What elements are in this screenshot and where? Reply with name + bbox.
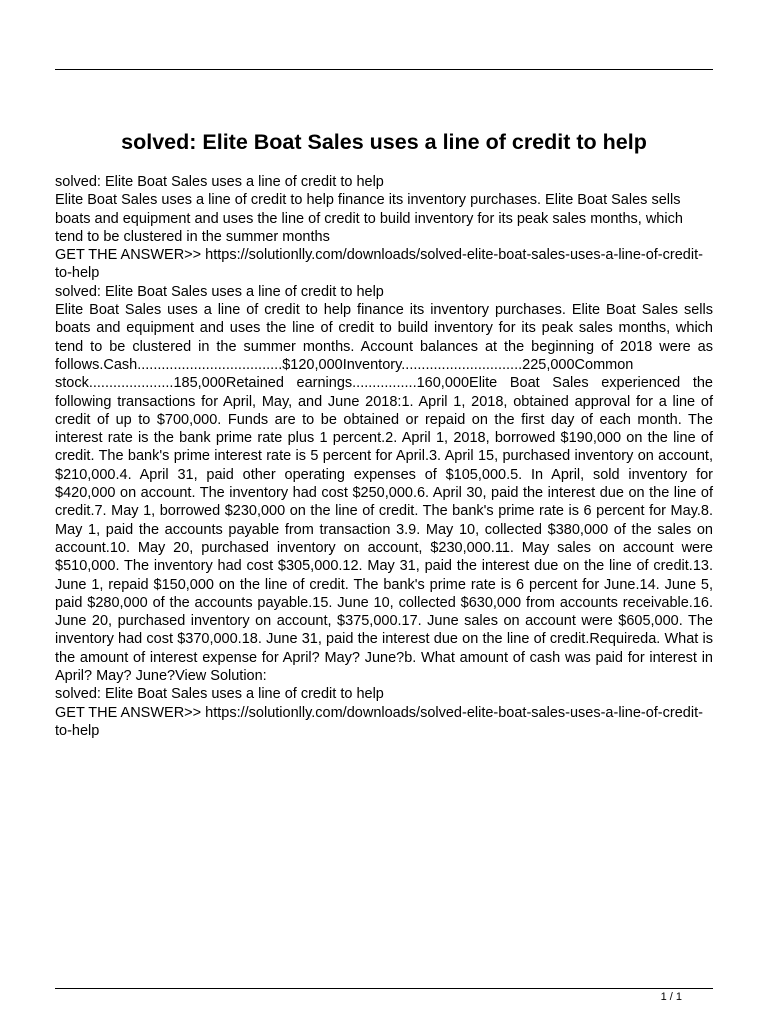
header-rule bbox=[55, 69, 713, 70]
question-heading: solved: Elite Boat Sales uses a line of credit to help bbox=[55, 283, 384, 300]
document-title: solved: Elite Boat Sales uses a line of credit to help bbox=[121, 130, 647, 154]
intro-heading: solved: Elite Boat Sales uses a line of credit to help bbox=[55, 174, 384, 190]
answer-link-top[interactable]: GET THE ANSWER>> https://solutionlly.com/downloads/solved-elite-boat-sales-uses-a-line-of-credit-to-help bbox=[55, 247, 703, 282]
answer-link-bottom[interactable]: GET THE ANSWER>> https://solutionlly.com/downloads/solved-elite-boat-sales-uses-a-line-of-credit-to-help bbox=[55, 704, 703, 739]
closing-heading: solved: Elite Boat Sales uses a line of credit to help bbox=[55, 686, 384, 703]
document-body bbox=[55, 173, 713, 740]
question-text: Elite Boat Sales uses a line of credit to help finance its inventory purchases. Elite Boat Sales sells boats and equipment and uses the line of credit to build inventory for its peak sales months, which tend to be clustered in the summer months. Account balances at the beginning of 2018 were as follows.Cash....................................$120,000Inventory..............................225,000Common stock.....................185,000Retained earnings................160,000Elite Boat Sales experienced the following transactions for April, May, and June 2018:1. April 1, 2018, obtained approval for a line of credit of up to $700,000. Funds are to be obtained or repaid on the first day of each month. The interest rate is the bank prime rate plus 1 percent.2. April 1, 2018, borrowed $190,000 on the line of credit. The bank's prime interest rate is 5 percent for April.3. April 15, purchased inventory on account, $210,000.4. April 31, paid other operating expenses of $105,000.5. In April, sold inventory for $420,000 on account. The inventory had cost $250,000.6. April 30, paid the interest due on the line of credit.7. May 1, borrowed $230,000 on the line of credit. The bank's prime rate is 6 percent for May.8. May 1, paid the accounts payable from transaction 3.9. May 10, collected $380,000 of the sales on account.10. May 20, purchased inventory on account, $230,000.11. May sales on account were $510,000. The inventory had cost $305,000.12. May 31, paid the interest due on the line of credit.13. June 1, repaid $150,000 on the line of credit. The bank's prime rate is 6 percent for June.14. June 5, paid $280,000 of the accounts payable.15. June 10, collected $630,000 from accounts receivable.16. June 20, purchased inventory on account, $375,000.17. June sales on account were $605,000. The inventory had cost $370,000.18. June 31, paid the interest due on the line of credit.Requireda. What is the amount of interest expense for April? May? June?b. What amount of cash was paid for interest in April? May? June?View Solution: bbox=[55, 302, 713, 685]
intro-summary: Elite Boat Sales uses a line of credit to help finance its inventory purchases. Elite Boat Sales sells boats and equipment and uses the line of credit to build inventory for its peak sales months, which tend to be clustered in the summer months bbox=[55, 192, 683, 245]
footer-rule bbox=[55, 988, 713, 989]
page-number: 1 / 1 bbox=[660, 991, 682, 1003]
